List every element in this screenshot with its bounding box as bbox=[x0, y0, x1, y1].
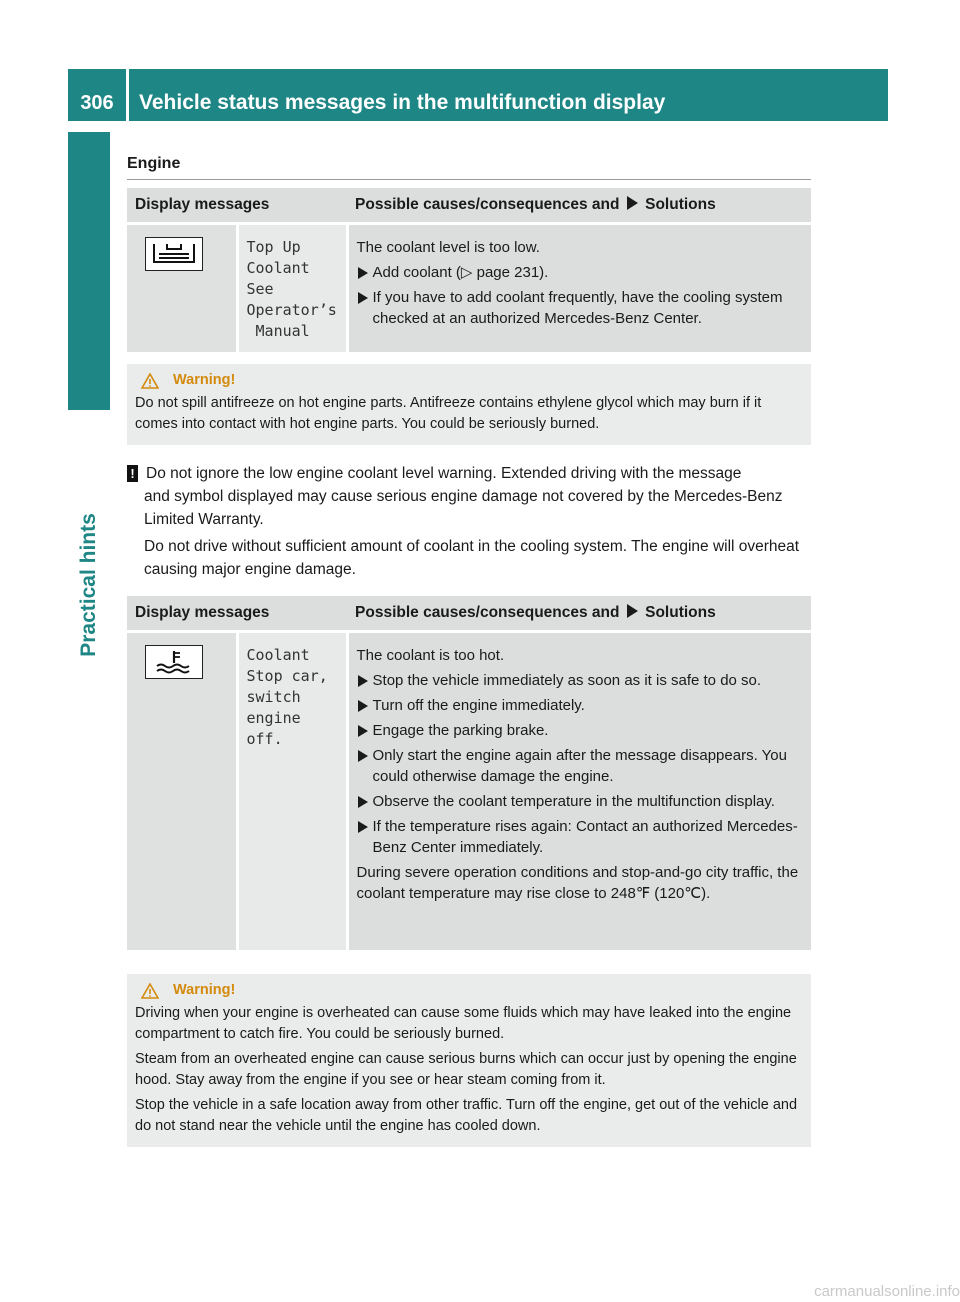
warning-paragraph: Driving when your engine is overheated can cause some fluids which may have leaked into the engine compartment to catch fire. You could be seriously burned. bbox=[135, 1005, 792, 1042]
notice-text-2: Do not drive without sufficient amount of coolant in the cooling system. The engine will overheat causing major engine damage. bbox=[144, 538, 800, 578]
icon-cell bbox=[127, 632, 237, 950]
solutions-cell bbox=[347, 632, 811, 950]
display-line: engine bbox=[246, 709, 301, 727]
display-line: switch bbox=[246, 688, 301, 706]
warning-triangle-icon bbox=[141, 983, 159, 999]
col-header-solutions-post: Solutions bbox=[645, 196, 716, 213]
warning-box-1 bbox=[127, 364, 811, 445]
icon-cell bbox=[127, 224, 237, 353]
display-line: Stop car, bbox=[246, 667, 328, 685]
coolant-temperature-icon bbox=[145, 645, 203, 679]
exclamation-icon: ! bbox=[127, 465, 138, 482]
notice-text-1b: and symbol displayed may cause serious engine damage not covered by the Mercedes-Benz Limited Warranty. bbox=[144, 488, 783, 528]
col-header-solutions-post: Solutions bbox=[645, 604, 716, 621]
col-header-display: Display messages bbox=[127, 596, 347, 632]
warning-triangle-icon bbox=[141, 373, 159, 389]
solution-step: Engage the parking brake. bbox=[357, 720, 804, 741]
solution-step: Observe the coolant temperature in the multifunction display. bbox=[357, 791, 804, 812]
page-header bbox=[68, 69, 888, 121]
note-text: During severe operation conditions and stop-and-go city traffic, the coolant temperature may rise close to 248℉ (120℃). bbox=[356, 864, 799, 902]
notice-block bbox=[127, 462, 817, 581]
cause-text: The coolant is too hot. bbox=[356, 647, 505, 664]
display-line: Manual bbox=[246, 322, 310, 340]
step-arrow-icon bbox=[627, 604, 638, 618]
step-arrow-icon bbox=[627, 196, 638, 210]
col-header-solutions-pre: Possible causes/consequences and bbox=[355, 604, 620, 621]
warning-title: Warning! bbox=[173, 982, 236, 998]
sidebar-tab bbox=[68, 132, 110, 410]
section-divider bbox=[127, 179, 811, 180]
warning-paragraph: Do not spill antifreeze on hot engine parts. Antifreeze contains ethylene glycol which may burn if it comes into contact with hot engine parts. You could be seriously burned. bbox=[135, 395, 762, 432]
display-messages-table-2 bbox=[127, 596, 811, 950]
sidebar-label: Practical hints bbox=[77, 513, 100, 657]
col-header-solutions bbox=[347, 596, 811, 632]
warning-paragraph: Stop the vehicle in a safe location away from other traffic. Turn off the engine, get out of the vehicle and do not stand near the vehicle until the engine has cooled down. bbox=[135, 1097, 798, 1134]
solution-step: Stop the vehicle immediately as soon as it is safe to do so. bbox=[357, 670, 804, 691]
display-line: Operator’s bbox=[246, 301, 337, 319]
page-title: Vehicle status messages in the multifunction display bbox=[129, 69, 888, 121]
solutions-cell bbox=[347, 224, 811, 353]
warning-heading bbox=[135, 980, 803, 1001]
display-message-text bbox=[237, 224, 347, 353]
display-messages-table-1 bbox=[127, 188, 811, 352]
solution-step: Turn off the engine immediately. bbox=[357, 695, 804, 716]
display-line: off. bbox=[246, 730, 283, 748]
watermark: carmanualsonline.info bbox=[814, 1283, 960, 1300]
solution-step: Only start the engine again after the message disappears. You could otherwise damage the engine. bbox=[357, 745, 804, 787]
page-number: 306 bbox=[68, 69, 126, 121]
display-message-text bbox=[237, 632, 347, 950]
col-header-solutions bbox=[347, 188, 811, 224]
solution-step: Add coolant (▷ page 231). bbox=[357, 262, 804, 283]
warning-heading bbox=[135, 370, 803, 391]
display-line: Coolant bbox=[246, 259, 310, 277]
notice-line-1 bbox=[127, 462, 817, 485]
display-line: See bbox=[246, 280, 274, 298]
warning-paragraph: Steam from an overheated engine can cause serious burns which can occur just by opening the engine hood. Stay away from the engine if you see or hear steam coming from it. bbox=[135, 1051, 797, 1088]
section-title: Engine bbox=[127, 155, 181, 172]
warning-title: Warning! bbox=[173, 372, 236, 388]
solution-step: If the temperature rises again: Contact an authorized Mercedes-Benz Center immediately. bbox=[357, 816, 804, 858]
cause-text: The coolant level is too low. bbox=[356, 239, 540, 256]
col-header-solutions-pre: Possible causes/consequences and bbox=[355, 196, 620, 213]
coolant-level-icon bbox=[145, 237, 203, 271]
solution-step: If you have to add coolant frequently, have the cooling system checked at an authorized Mercedes-Benz Center. bbox=[357, 287, 804, 329]
warning-box-2 bbox=[127, 974, 811, 1147]
col-header-display: Display messages bbox=[127, 188, 347, 224]
display-line: Top Up bbox=[246, 238, 301, 256]
display-line: Coolant bbox=[246, 646, 310, 664]
notice-text-1: Do not ignore the low engine coolant level warning. Extended driving with the message bbox=[146, 465, 742, 482]
